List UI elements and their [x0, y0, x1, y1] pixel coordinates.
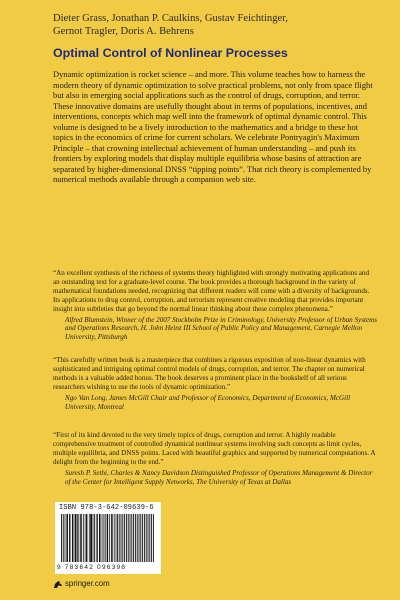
- description-blurb: [53, 69, 379, 185]
- review-quote-2: [53, 356, 377, 411]
- quote-attribution: Ngo Van Long, James McGill Chair and Professor of Economics, Department of Economics, McGill University, Montreal: [65, 393, 351, 411]
- quote-text: “An excellent synthesis of the richness of systems theory highlighted with strongly motivating applications and an outstanding text for a graduate-level course. The book provides a thorough background in the variety of mathematical foundations needed, recognizing that different readers will come with a diversity of backgrounds. Its applications to drug control, corruption, and terrorism represent creative modeling that provides important insight into subtleties that go beyond the normal linear thinking about these complex phenomena.”: [53, 269, 370, 313]
- springer-horse-icon: [53, 580, 63, 589]
- authors-line-2: Gernot Tragler, Doris A. Behrens: [53, 26, 194, 37]
- publisher-url[interactable]: springer.com: [65, 579, 110, 588]
- barcode-bars: [61, 514, 155, 562]
- publisher-mark: [53, 579, 173, 591]
- review-quote-3: [53, 431, 377, 486]
- quote-text: “This carefully written book is a masterpiece that combines a rigorous exposition of non-linear dynamics with sophisticated and intriguing optimal control models of drugs, corruption, and terror. The chapter on numerical methods is a valuable added bonus. The book deserves a prominent place in the bookshelf of all serious researchers wishing to use the tools of dynamic optimization.”: [53, 356, 366, 391]
- quote-attribution: Suresh P. Sethi, Charles & Nancy Davidson Distinguished Professor of Operations Management & Director of the Center for Intelligent Supply Networks, The University of Texas at Dallas: [65, 468, 373, 486]
- review-quote-1: [53, 269, 377, 342]
- authors-line-1: Dieter Grass, Jonathan P. Caulkins, Gustav Feichtinger,: [53, 13, 288, 24]
- quote-text: “First of its kind devoted to the very timely topics of drugs, corruption and terror. A highly readable comprehensive treatment of controlled dynamical nonlinear systems involving such concepts as limit cycles, multiple equilibria, and DNSS points. Laced with beautiful graphics and supported by numerical computations. A delight from the beginning to the end.”: [53, 431, 376, 466]
- book-title: Optimal Control of Nonlinear Processes: [53, 46, 288, 60]
- isbn-label: ISBN 978-3-642-09639-6: [59, 504, 154, 512]
- isbn-barcode: [55, 502, 161, 574]
- blurb-text: Dynamic optimization is rocket science – and more. This volume teaches how to harness the modern theory of dynamic optimization to solve practical problems, not only from space flight but also in emerging social applications such as the control of drugs, corruption, and terror. These innovative domains are usefully thought about in terms of populations, incentives, and interventions, concepts which map well into the framework of optimal dynamic control. This volume is designed to be a lively introduction to the mathematics and a bridge to these hot topics in the economics of crime for current scholars. We celebrate Pontryagin's Maximum Principle – that crowning intellectual achievement of human understanding – and push its frontiers by exploring models that display multiple equilibria whose basins of attraction are separated by higher-dimensional DNSS “tipping points”. That rich theory is complemented by numerical methods available through a companion web site.: [53, 69, 373, 185]
- author-list: [53, 12, 383, 38]
- quote-attribution: Alfred Blumstein, Winner of the 2007 Stockholm Prize in Criminology, University Professor of Urban Systems and Operations Research, H. John Heinz III School of Public Policy and Management, Carnegie Mellon University, Pittsburgh: [65, 315, 377, 342]
- barcode-digits: 9 783642 096396: [57, 564, 127, 571]
